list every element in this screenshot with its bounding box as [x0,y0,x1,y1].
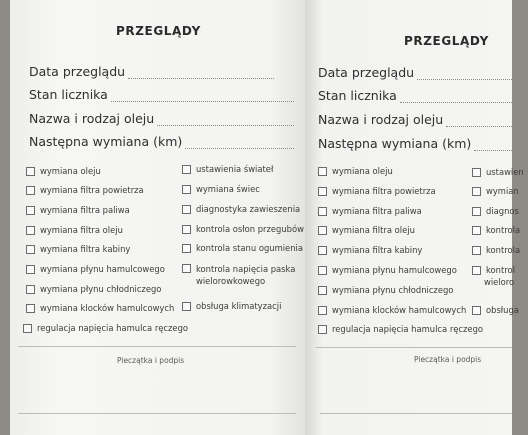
checkbox-cabin-filter[interactable] [318,245,422,255]
checkbox-fuel-filter[interactable] [26,205,130,215]
field-next-change[interactable] [318,136,528,151]
checkbox-label: wymiana oleju [332,166,393,176]
dotted-line [128,68,274,79]
checkbox-icon[interactable] [318,207,327,216]
checkbox-icon[interactable] [26,226,35,235]
checkbox-oil-filter[interactable] [318,225,415,235]
checkbox-label: kontrol [486,265,515,275]
dotted-line [474,140,528,151]
checkbox-label: wymiana oleju [40,166,101,176]
checkbox-label: wymiana filtra paliwa [40,205,130,215]
checkbox-icon[interactable] [318,226,327,235]
checkbox-label: wymian [486,186,519,196]
checkbox-lights[interactable] [182,164,273,174]
field-label: Data przeglądu [318,65,415,80]
checkbox-label: regulacja napięcia hamulca ręczego [37,323,189,333]
checkbox-icon[interactable] [26,265,35,274]
checkbox-label: wymiana filtra oleju [332,225,415,235]
checkbox-oil-change[interactable] [318,166,393,176]
checkbox-icon[interactable] [26,304,35,313]
checkbox-label: regulacja napięcia hamulca ręczego [332,324,484,334]
checkbox-icon[interactable] [472,266,481,275]
checkbox-suspension[interactable] [472,206,519,216]
checkbox-spark-plugs[interactable] [182,184,260,194]
checkbox-label: kontrola osłon przegubów [196,224,304,234]
checkbox-label: wymiana płynu hamulcowego [40,264,165,274]
field-inspection-date[interactable] [29,64,274,79]
checkbox-icon[interactable] [26,245,35,254]
checkbox-tyres[interactable] [182,243,303,253]
field-label: Nazwa i rodzaj oleju [318,112,444,127]
field-oil-type[interactable] [318,112,528,127]
checkbox-lights[interactable] [472,167,524,177]
checkbox-icon[interactable] [26,167,35,176]
field-inspection-date[interactable] [318,65,528,80]
checkbox-icon[interactable] [472,187,481,196]
checkbox-label: wymiana filtra oleju [40,225,123,235]
checkbox-icon[interactable] [472,226,481,235]
checkbox-belt[interactable] [182,263,308,287]
checkbox-label: wymiana filtra kabiny [332,245,423,255]
separator-line [316,347,512,348]
checkbox-brake-fluid[interactable] [318,265,457,275]
checkbox-suspension[interactable] [182,204,300,214]
checkbox-icon[interactable] [472,207,481,216]
checkbox-icon[interactable] [318,306,327,315]
checkbox-icon[interactable] [318,325,327,334]
checkbox-oil-change[interactable] [26,166,101,176]
checkbox-icon[interactable] [318,246,327,255]
dotted-line [157,115,294,126]
checkbox-spark-plugs[interactable] [472,186,519,196]
checkbox-icon[interactable] [472,306,481,315]
checkbox-icon[interactable] [472,246,481,255]
field-label: Następna wymiana (km) [29,134,183,149]
signature-line[interactable] [320,413,512,414]
checkbox-handbrake[interactable] [318,324,483,334]
checkbox-belt[interactable] [472,265,515,275]
checkbox-coolant[interactable] [26,284,161,294]
checkbox-label: diagnostyka zawieszenia [196,204,301,214]
signature-label: Pieczątka i podpis [414,355,482,364]
dotted-line [446,116,528,127]
checkbox-label: wymiana klocków hamulcowych [40,303,175,313]
field-label: Nazwa i rodzaj oleju [29,111,155,126]
page-title: PRZEGLĄDY [116,24,201,38]
checkbox-label: wymiana płynu chłodniczego [332,285,454,295]
checkbox-label: obsługa [486,305,519,315]
checkbox-label: wymiana filtra paliwa [332,206,422,216]
checkbox-icon[interactable] [472,168,481,177]
field-odometer[interactable] [29,87,294,102]
checkbox-icon[interactable] [26,285,35,294]
checkbox-icon[interactable] [182,225,191,234]
checkbox-label: wymiana filtra kabiny [40,244,131,254]
checkbox-air-con[interactable] [472,305,519,315]
separator-line [18,346,296,347]
field-label: Data przeglądu [29,64,126,79]
checkbox-air-filter[interactable] [318,186,436,196]
checkbox-cabin-filter[interactable] [26,244,130,254]
checkbox-icon[interactable] [182,264,191,273]
checkbox-label: kontrola [486,225,521,235]
checkbox-oil-filter[interactable] [26,225,123,235]
checkbox-fuel-filter[interactable] [318,206,422,216]
dotted-line [185,138,294,149]
checkbox-icon[interactable] [26,206,35,215]
checkbox-icon[interactable] [182,185,191,194]
checkbox-icon[interactable] [318,187,327,196]
checkbox-icon[interactable] [318,167,327,176]
signature-line[interactable] [18,413,296,414]
signature-label: Pieczątka i podpis [117,356,185,365]
checkbox-brake-pads[interactable] [26,303,174,313]
checkbox-cv-boots[interactable] [182,224,304,234]
field-odometer[interactable] [318,88,528,103]
checkbox-icon[interactable] [182,244,191,253]
dotted-line [111,91,294,102]
dotted-line [400,92,528,103]
checkbox-brake-pads[interactable] [318,305,466,315]
checkbox-label: wymiana świec [196,184,260,194]
checkbox-label: wymiana płynu chłodniczego [40,284,162,294]
checkbox-label: wymiana filtra powietrza [40,185,144,195]
checkbox-label: ustawien [486,167,524,177]
checkbox-label: obsługa klimatyzacji [196,301,282,311]
checkbox-icon[interactable] [26,186,35,195]
checkbox-icon[interactable] [23,324,32,333]
dotted-line [417,69,528,80]
checkbox-label: wymiana filtra powietrza [332,186,436,196]
left-page [10,0,306,435]
checkbox-label: wieloro [484,277,515,287]
checkbox-handbrake[interactable] [23,323,188,333]
checkbox-label: kontrola stanu ogumienia [196,243,303,253]
checkbox-icon[interactable] [318,286,327,295]
right-page [306,0,524,435]
checkbox-label: kontrola napięcia paska wielorowkowego [196,264,296,286]
field-label: Następna wymiana (km) [318,136,472,151]
checkbox-label: ustawienia świateł [196,164,274,174]
checkbox-icon[interactable] [182,165,191,174]
field-next-change[interactable] [29,134,294,149]
checkbox-label: kontrola [486,245,521,255]
checkbox-cv-boots[interactable] [472,225,520,235]
checkbox-icon[interactable] [182,302,191,311]
checkbox-icon[interactable] [318,266,327,275]
checkbox-tyres[interactable] [472,245,520,255]
checkbox-label: wymiana płynu hamulcowego [332,265,457,275]
checkbox-label: wymiana klocków hamulcowych [332,305,467,315]
checkbox-belt-continued [484,277,514,287]
field-label: Stan licznika [29,87,108,102]
checkbox-brake-fluid[interactable] [26,264,165,274]
checkbox-air-con[interactable] [182,301,281,311]
checkbox-air-filter[interactable] [26,185,144,195]
field-oil-type[interactable] [29,111,294,126]
page-title: PRZEGLĄDY [404,34,489,48]
checkbox-coolant[interactable] [318,285,453,295]
checkbox-label: diagnos [486,206,519,216]
checkbox-icon[interactable] [182,205,191,214]
field-label: Stan licznika [318,88,397,103]
